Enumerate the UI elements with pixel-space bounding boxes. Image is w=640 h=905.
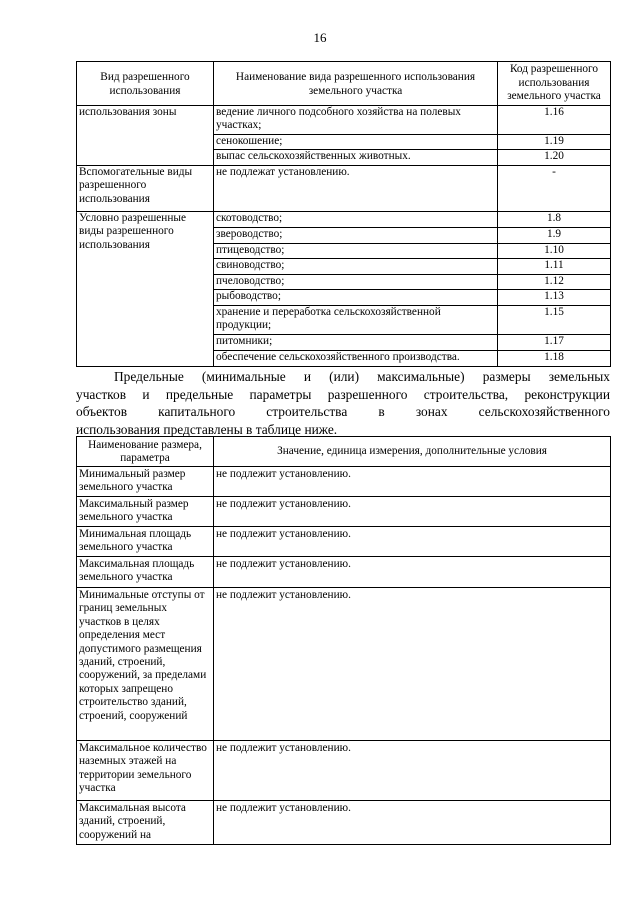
- param-cell: Минимальная площадь земельного участка: [77, 527, 214, 557]
- table-row: [77, 801, 611, 845]
- use-code-cell: 1.15: [498, 306, 611, 335]
- paragraph-line: Предельные (минимальные и (или) максимальные) размеры земельных: [114, 369, 610, 384]
- value-cell: не подлежит установлению.: [214, 801, 611, 845]
- paragraph-line: объектов капитального строительства в зонах сельскохозяйственного: [76, 404, 610, 420]
- header-param: Наименование размера, параметра: [77, 437, 214, 467]
- table-row: [77, 588, 611, 741]
- table-row: [77, 166, 611, 212]
- use-name-cell: скотоводство;: [214, 212, 498, 228]
- param-cell: Максимальный размер земельного участка: [77, 497, 214, 527]
- header-value: Значение, единица измерения, дополнительные условия: [214, 437, 611, 467]
- param-cell: Максимальная площадь земельного участка: [77, 557, 214, 588]
- value-cell: не подлежит установлению.: [214, 741, 611, 801]
- use-code-cell: 1.16: [498, 106, 611, 135]
- use-code-cell: 1.8: [498, 212, 611, 228]
- header-name: Наименование вида разрешенного использования земельного участка: [214, 62, 498, 106]
- use-name-cell: пчеловодство;: [214, 275, 498, 290]
- use-code-cell: 1.18: [498, 351, 611, 367]
- use-name-cell: сенокошение;: [214, 135, 498, 150]
- land-use-types-table: [76, 61, 611, 367]
- param-cell: Максимальное количество наземных этажей на территории земельного участка: [77, 741, 214, 801]
- use-code-cell: 1.9: [498, 228, 611, 244]
- use-code-cell: 1.10: [498, 244, 611, 259]
- body-paragraph: [76, 368, 610, 438]
- use-name-cell: свиноводство;: [214, 259, 498, 275]
- use-name-cell: ведение личного подсобного хозяйства на полевых участках;: [214, 106, 498, 135]
- value-cell: не подлежит установлению.: [214, 588, 611, 741]
- param-cell: Минимальные отступы от границ земельных участков в целях определения мест допустимого размещения зданий, строений, сооружений, за пределами которых запрещено строительство зданий, строений, сооружений: [77, 588, 214, 741]
- use-name-cell: питомники;: [214, 335, 498, 351]
- paragraph-line: использования представлены в таблице ниже.: [76, 421, 338, 437]
- paragraph-line: участков и предельные параметры разрешенного строительства, реконструкции: [76, 386, 610, 402]
- use-type-cell: Условно разрешенные виды разрешенного использования: [77, 212, 214, 367]
- use-name-cell: не подлежат установлению.: [214, 166, 498, 212]
- table-row: [77, 497, 611, 527]
- use-code-cell: 1.20: [498, 150, 611, 166]
- use-code-cell: -: [498, 166, 611, 212]
- table-row: [77, 106, 611, 135]
- use-name-cell: рыбоводство;: [214, 290, 498, 306]
- use-name-cell: выпас сельскохозяйственных животных.: [214, 150, 498, 166]
- parameters-table: [76, 436, 611, 845]
- value-cell: не подлежит установлению.: [214, 527, 611, 557]
- use-code-cell: 1.19: [498, 135, 611, 150]
- table-row: [77, 741, 611, 801]
- table-row: [77, 557, 611, 588]
- value-cell: не подлежит установлению.: [214, 557, 611, 588]
- use-type-cell: использования зоны: [77, 106, 214, 166]
- table-header-row: [77, 437, 611, 467]
- use-name-cell: звероводство;: [214, 228, 498, 244]
- use-code-cell: 1.12: [498, 275, 611, 290]
- table-row: [77, 527, 611, 557]
- value-cell: не подлежит установлению.: [214, 497, 611, 527]
- header-code: Код разрешенного использования земельного участка: [498, 62, 611, 106]
- param-cell: Минимальный размер земельного участка: [77, 467, 214, 497]
- use-code-cell: 1.13: [498, 290, 611, 306]
- use-name-cell: птицеводство;: [214, 244, 498, 259]
- param-cell: Максимальная высота зданий, строений, сооружений на: [77, 801, 214, 845]
- value-cell: не подлежит установлению.: [214, 467, 611, 497]
- use-code-cell: 1.17: [498, 335, 611, 351]
- use-name-cell: хранение и переработка сельскохозяйственной продукции;: [214, 306, 498, 335]
- use-name-cell: обеспечение сельскохозяйственного производства.: [214, 351, 498, 367]
- table-header-row: [77, 62, 611, 106]
- table-row: [77, 467, 611, 497]
- header-type: Вид разрешенного использования: [77, 62, 214, 106]
- page-number: 16: [313, 30, 327, 45]
- table-row: [77, 212, 611, 228]
- use-type-cell: Вспомогательные виды разрешенного использования: [77, 166, 214, 212]
- use-code-cell: 1.11: [498, 259, 611, 275]
